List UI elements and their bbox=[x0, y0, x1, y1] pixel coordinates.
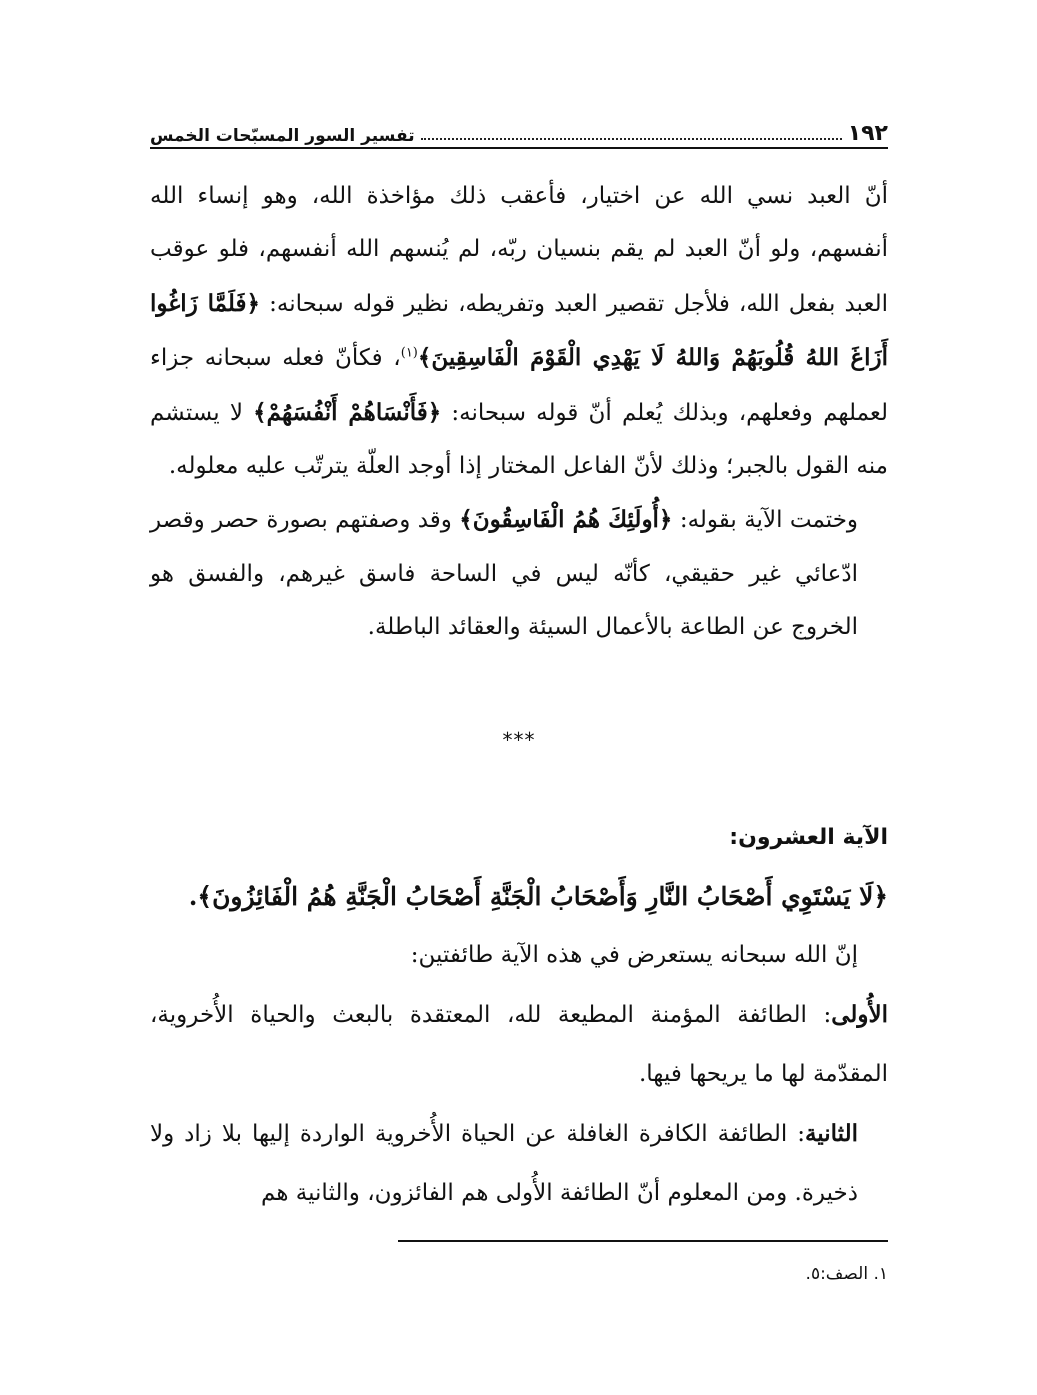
quran-quote-1: ﴿فَلَمَّا زَاغُوا أَزَاغَ اللهُ قُلُوبَهُمْ وَاللهُ لَا يَهْدِي الْقَوْمَ الْفَاسِقِينَ﴾ bbox=[150, 289, 888, 372]
verse-text: ﴿لَا يَسْتَوِي أَصْحَابُ النَّارِ وَأَصْحَابُ الْجَنَّةِ أَصْحَابُ الْجَنَّةِ هُمُ الْفَائِزُونَ﴾. bbox=[188, 882, 888, 911]
quran-quote-3: ﴿أُولَئِكَ هُمُ الْفَاسِقُونَ﴾ bbox=[459, 506, 673, 534]
first-group-label: الأُولى bbox=[831, 1001, 888, 1028]
footnote: ١. الصف:٥. bbox=[805, 1264, 888, 1284]
header-dot-leader bbox=[421, 137, 842, 140]
section-body bbox=[150, 808, 888, 1223]
body-text bbox=[150, 170, 888, 655]
footnote-marker: (١) bbox=[400, 345, 418, 361]
first-group-paragraph: الأُولى: الطائفة المؤمنة المطيعة لله، المعتقدة بالبعث والحياة الأُخروية، المقدّمة لها ما يريحها فيها. bbox=[150, 1001, 888, 1087]
page-header bbox=[150, 112, 888, 146]
header-rule bbox=[150, 147, 888, 149]
footnote-rule bbox=[398, 1240, 888, 1242]
paragraph-2: وختمت الآية بقوله: ﴿أُولَئِكَ هُمُ الْفَاسِقُونَ﴾ وقد وصفتهم بصورة حصر وقصر ادّعائي غير حقيقي، كأنّه ليس في الساحة فاسق غيرهم، والفسق هو الخروج عن الطاعة بالأعمال السيئة والعقائد الباطلة. bbox=[150, 506, 859, 641]
section-separator: *** bbox=[502, 728, 536, 752]
quran-quote-2: ﴿فَأَنْسَاهُمْ أَنْفُسَهُمْ﴾ bbox=[253, 398, 442, 426]
intro-paragraph: إنّ الله سبحانه يستعرض في هذه الآية طائفتين: bbox=[410, 942, 858, 968]
section-heading: الآية العشرون: bbox=[729, 825, 888, 850]
running-title: تفسير السور المسبّحات الخمس bbox=[150, 126, 415, 146]
second-group-paragraph: الثانية: الطائفة الكافرة الغافلة عن الحياة الأُخروية الواردة إليها بلا زاد ولا ذخيرة. ومن المعلوم أنّ الطائفة الأُولى هم الفائزون، والثانية هم bbox=[150, 1120, 858, 1206]
page-number: ١٩٢ bbox=[847, 121, 888, 146]
second-group-label: الثانية bbox=[804, 1120, 858, 1147]
paragraph-1: أنّ العبد نسي الله عن اختيار، فأعقب ذلك مؤاخذة الله، وهو إنساء الله أنفسهم، ولو أنّ العبد لم يقم بنسيان ربّه، لم يُنسهم الله أنفسهم، فلو عوقب العبد بفعل الله، فلأجل تقصير العبد وتفريطه، نظير قوله سبحانه: ﴿فَلَمَّا زَاغُوا أَزَاغَ اللهُ قُلُوبَهُمْ وَاللهُ لَا يَهْدِي الْقَوْمَ الْفَاسِقِينَ﴾$^{(١)}$، فكأنّ فعله سبحانه جزاء لعملهم وفعلهم، وبذلك يُعلم أنّ قوله سبحانه: ﴿فَأَنْسَاهُمْ أَنْفُسَهُمْ﴾ لا يستشم منه القول بالجبر؛ وذلك لأنّ الفاعل المختار إذا أوجد العلّة يترتّب عليه معلوله. bbox=[150, 183, 888, 480]
